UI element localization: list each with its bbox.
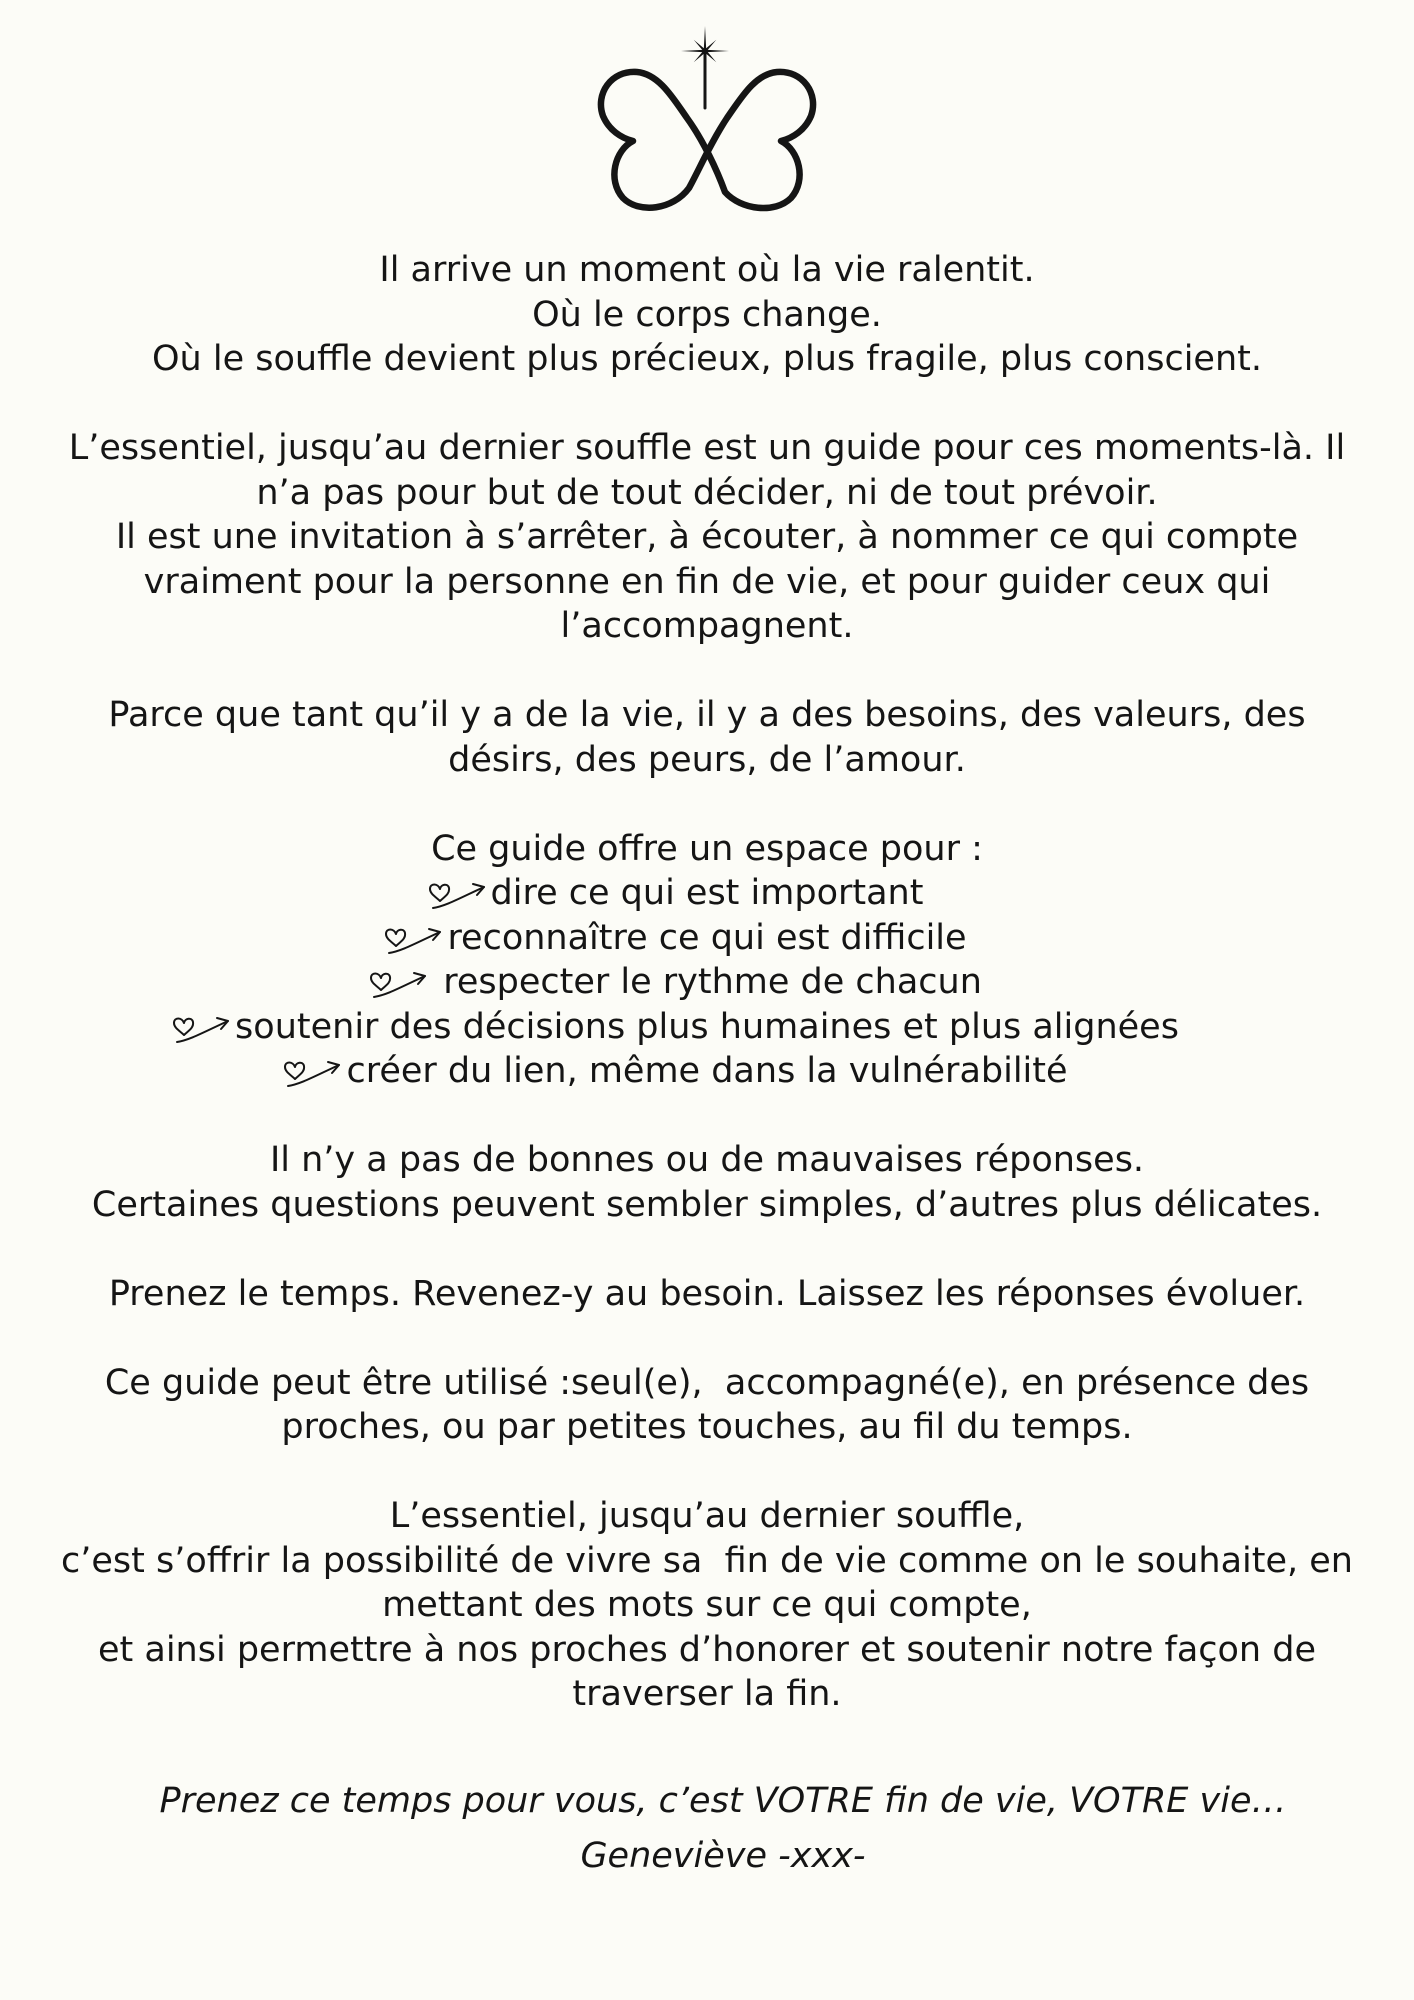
usage-line: proches, ou par petites touches, au fil du temps. xyxy=(281,1407,1133,1447)
signature-message: Prenez ce temps pour vous, c’est VOTRE fin de vie, VOTRE vie… xyxy=(159,1781,1287,1821)
list-item-text: reconnaître ce qui est difficile xyxy=(447,917,967,958)
heart-arrow-icon xyxy=(170,1010,232,1046)
list-item xyxy=(0,1049,1414,1094)
list-item-content xyxy=(447,916,966,961)
list-item-text: soutenir des décisions plus humaines et plus alignées xyxy=(235,1006,1179,1047)
paragraph-gap xyxy=(0,782,1414,827)
paragraph-gap xyxy=(0,649,1414,694)
offer-heading: Ce guide offre un espace pour : xyxy=(431,828,983,869)
purpose-line: Il est une invitation à s’arrêter, à écouter, à nommer ce qui compte xyxy=(115,517,1299,557)
purpose-line: l’accompagnent. xyxy=(560,606,854,646)
heart-arrow-icon xyxy=(281,1054,343,1090)
heart-arrow-icon xyxy=(382,921,444,957)
purpose-line: L’essentiel, jusqu’au dernier souffle est un guide pour ces moments-là. Il xyxy=(68,428,1346,468)
signature-author: Geneviève -xxx- xyxy=(580,1836,866,1876)
list-item-text: respecter le rythme de chacun xyxy=(432,962,982,1002)
body-text xyxy=(0,248,1414,1717)
purpose-line: vraiment pour la personne en fin de vie, et pour guider ceux qui xyxy=(143,561,1271,602)
paragraph-gap xyxy=(0,1227,1414,1272)
heart-arrow-icon xyxy=(367,965,429,1001)
paragraph-gap xyxy=(0,1316,1414,1361)
paragraph-gap xyxy=(0,382,1414,427)
list-item xyxy=(0,871,1414,916)
list-item-content xyxy=(491,871,924,916)
butterfly-wings xyxy=(601,72,813,208)
intro-line: Il arrive un moment où la vie ralentit. xyxy=(379,250,1035,290)
intro-line: Où le corps change. xyxy=(532,294,882,335)
list-item xyxy=(0,1005,1414,1050)
list-item-content xyxy=(235,1005,1179,1050)
closing-line: traverser la fin. xyxy=(572,1674,842,1714)
reassurance-line: Certaines questions peuvent sembler simples, d’autres plus délicates. xyxy=(91,1184,1323,1225)
advice-line: Prenez le temps. Revenez-y au besoin. Laissez les réponses évoluer. xyxy=(108,1273,1306,1314)
list-item-content xyxy=(346,1049,1067,1094)
purpose-line: n’a pas pour but de tout décider, ni de tout prévoir. xyxy=(256,472,1158,513)
paragraph-gap xyxy=(0,1450,1414,1495)
list-item-text: dire ce qui est important xyxy=(490,873,924,913)
usage-line: Ce guide peut être utilisé :seul(e), accompagné(e), en présence des xyxy=(104,1362,1310,1403)
closing-line: mettant des mots sur ce qui compte, xyxy=(382,1585,1032,1625)
closing-line: c’est s’offrir la possibilité de vivre sa fin de vie comme on le souhaite, en xyxy=(61,1540,1353,1581)
list-item xyxy=(0,960,1414,1005)
signature-block xyxy=(32,1774,1414,1884)
needs-line: Parce que tant qu’il y a de la vie, il y a des besoins, des valeurs, des xyxy=(108,695,1306,735)
needs-line: désirs, des peurs, de l’amour. xyxy=(448,739,966,780)
closing-line: L’essentiel, jusqu’au dernier souffle, xyxy=(389,1496,1025,1536)
list-item-content xyxy=(432,960,982,1005)
list-item-text: créer du lien, même dans la vulnérabilité xyxy=(346,1051,1068,1091)
reassurance-line: Il n’y a pas de bonnes ou de mauvaises réponses. xyxy=(269,1140,1145,1180)
paragraph-gap xyxy=(0,1094,1414,1139)
heart-arrow-icon xyxy=(426,876,488,912)
list-item xyxy=(0,916,1414,961)
closing-line: et ainsi permettre à nos proches d’honorer et soutenir notre façon de xyxy=(98,1629,1316,1670)
intro-line: Où le souffle devient plus précieux, plus fragile, plus conscient. xyxy=(151,339,1262,379)
butterfly-star-icon xyxy=(587,20,827,220)
